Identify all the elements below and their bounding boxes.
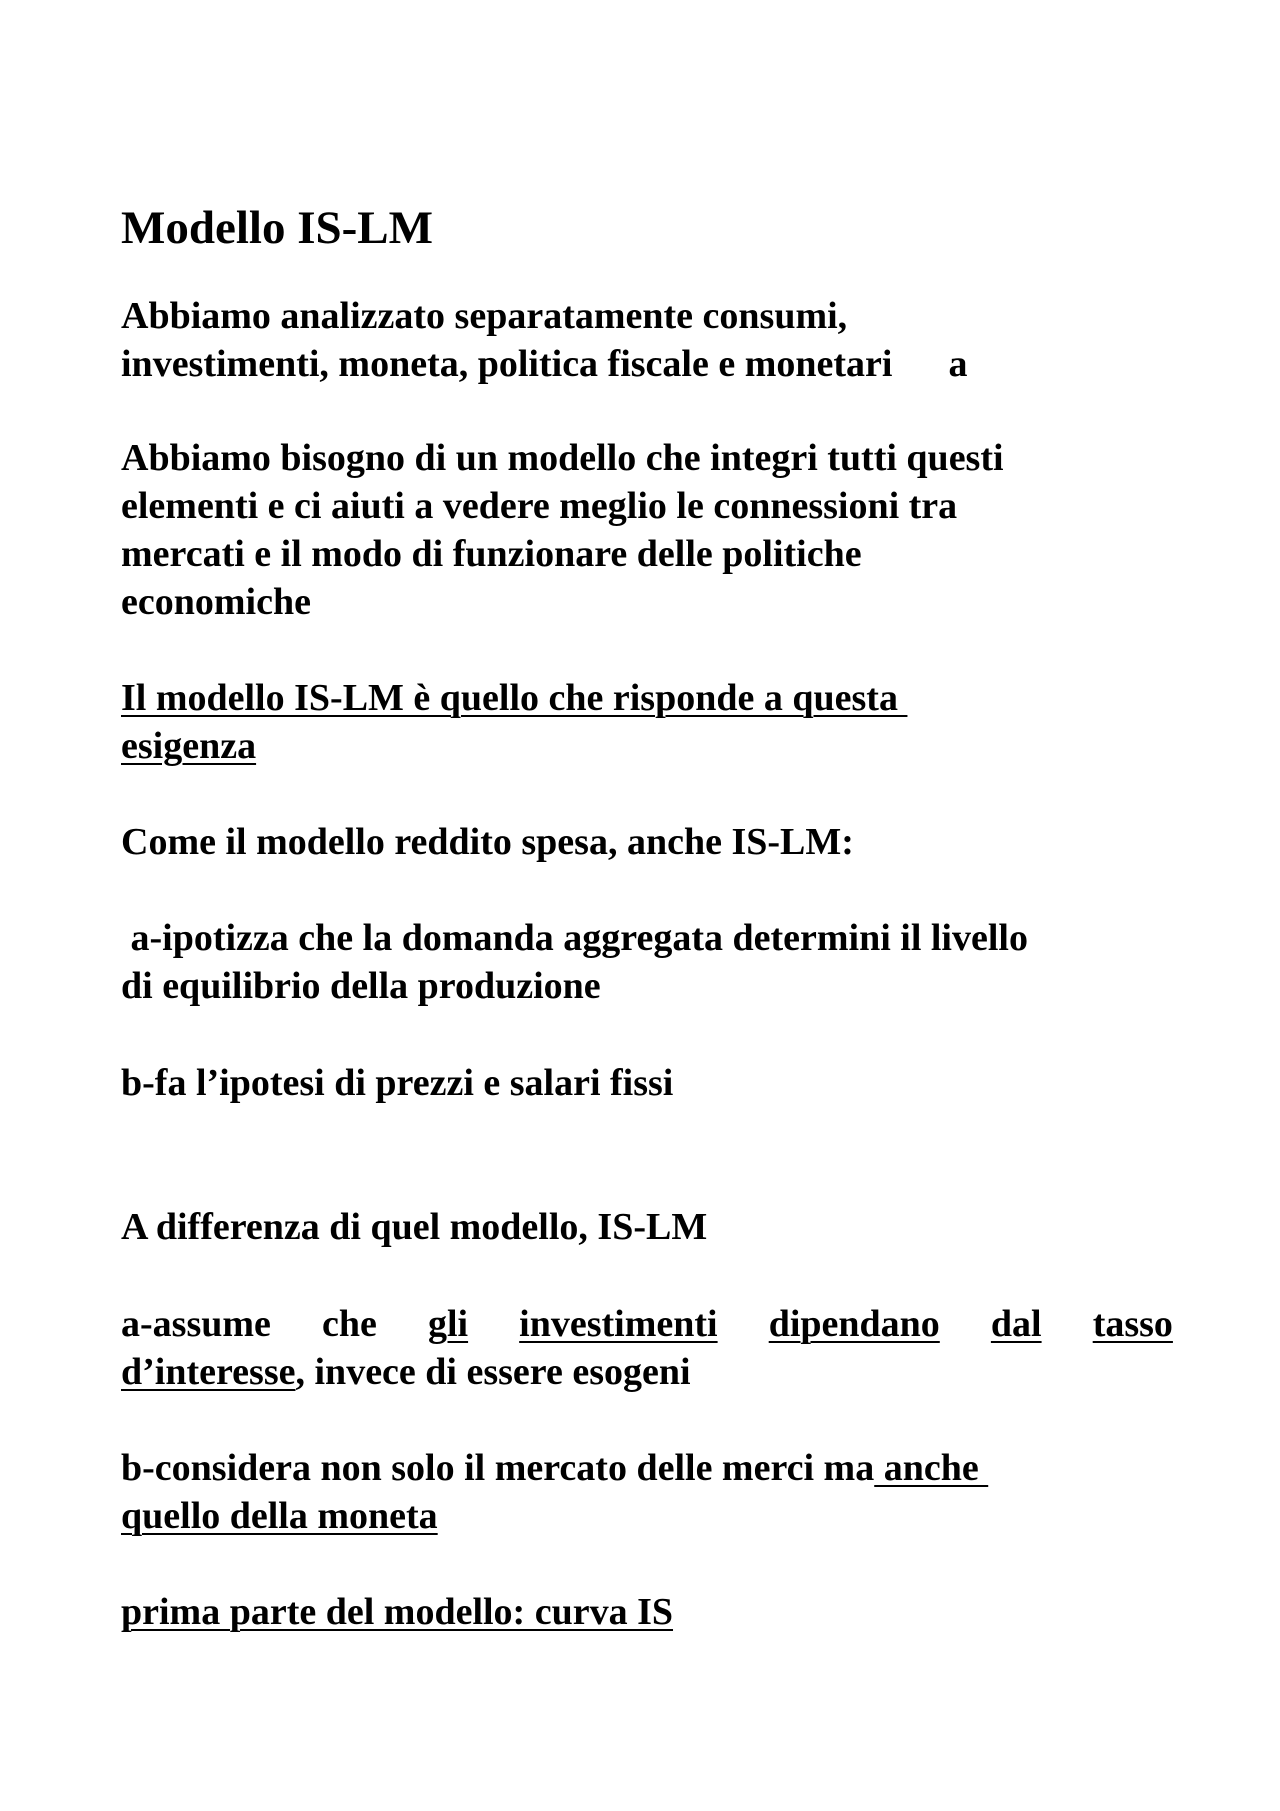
paragraph-need-line-1: Abbiamo bisogno di un modello che integri tutti questi (121, 437, 1004, 479)
word-dipendano: dipendano (768, 1303, 940, 1345)
paragraph-diff-b-line-2: quello della moneta (121, 1495, 438, 1537)
paragraph-need-line-4: economiche (121, 581, 311, 623)
paragraph-intro-line-2-tail: a (948, 343, 968, 385)
paragraph-need-line-2: elementi e ci aiuti a vedere meglio le connessioni tra (121, 485, 958, 527)
paragraph-answer-line-1: Il modello IS-LM è quello che risponde a questa (121, 677, 908, 719)
paragraph-point-a-line-1: a-ipotizza che la domanda aggregata determini il livello (121, 917, 1028, 959)
section-heading-curva-is (121, 1588, 673, 1636)
paragraph-intro (121, 292, 967, 388)
paragraph-point-a-line-2: di equilibrio della produzione (121, 965, 601, 1007)
paragraph-difference: A differenza di quel modello, IS-LM (121, 1206, 708, 1248)
paragraph-comparison: Come il modello reddito spesa, anche IS-LM: (121, 821, 854, 863)
word-che: che (321, 1303, 377, 1345)
paragraph-diff-b-line-1-plain: b-considera non solo il mercato delle merci ma (121, 1447, 875, 1489)
paragraph-diff-a-line-1 (121, 1300, 1173, 1348)
paragraph-need (121, 434, 1004, 626)
word-gli: gli (427, 1303, 469, 1345)
paragraph-intro-line-2-text: investimenti, moneta, politica fiscale e monetari (121, 343, 893, 385)
paragraph-diff-a-line-2-rest: , invece di essere esogeni (295, 1351, 691, 1393)
word-interesse: d’interesse (121, 1351, 296, 1393)
paragraph-diff-b-line-1 (121, 1444, 988, 1492)
section-heading-curva-is-text: prima parte del modello: curva IS (121, 1591, 674, 1633)
paragraph-need-line-3: mercati e il modo di funzionare delle politiche (121, 533, 862, 575)
paragraph-diff-b-line-1-underlined: anche (874, 1447, 989, 1489)
word-investimenti: investimenti (519, 1303, 718, 1345)
paragraph-diff-b (121, 1444, 988, 1540)
word-dal: dal (990, 1303, 1042, 1345)
word-tasso: tasso (1092, 1303, 1173, 1345)
paragraph-diff-a-line-2 (121, 1348, 1173, 1396)
paragraph-point-b: b-fa l’ipotesi di prezzi e salari fissi (121, 1062, 674, 1104)
paragraph-intro-line-1: Abbiamo analizzato separatamente consumi, (121, 295, 848, 337)
paragraph-answer-line-2: esigenza (121, 725, 257, 767)
paragraph-answer (121, 674, 907, 770)
paragraph-diff-a (121, 1300, 1173, 1396)
page-title: Modello IS-LM (121, 202, 434, 254)
paragraph-point-a (121, 914, 1028, 1010)
word-assume: a-assume (121, 1303, 271, 1345)
paragraph-intro-line-2 (121, 340, 967, 388)
